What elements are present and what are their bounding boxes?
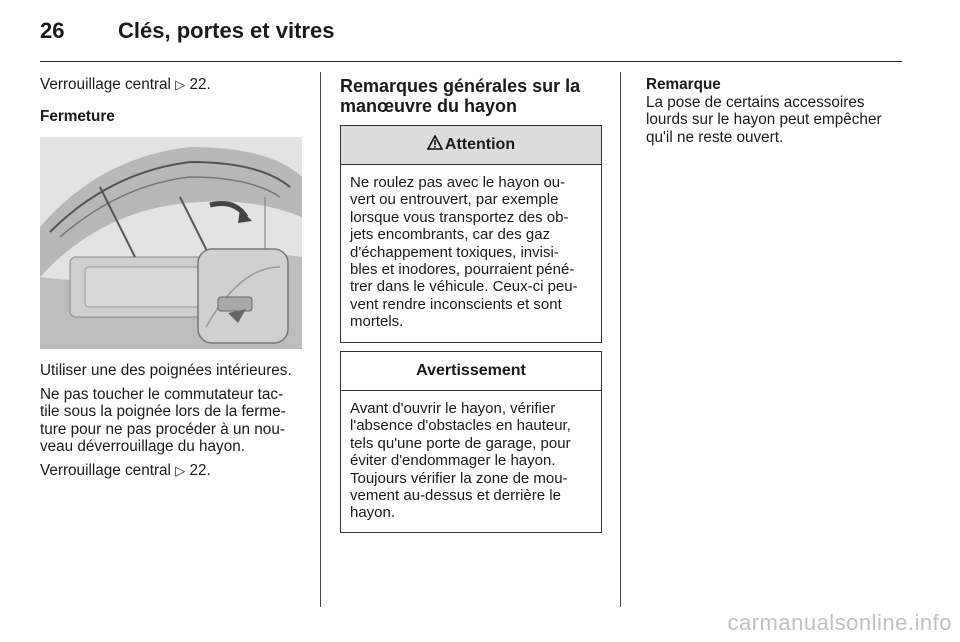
- cross-reference[interactable]: [40, 462, 312, 480]
- reference-label: Verrouillage central: [40, 76, 171, 93]
- avertissement-body: [341, 391, 601, 531]
- text-line: ture pour ne pas procéder à un nou-: [40, 420, 285, 438]
- attention-body: [341, 165, 601, 340]
- reference-label: Verrouillage central: [40, 461, 171, 479]
- watermark: carmanualsonline.info: [727, 610, 952, 635]
- attention-box: [340, 125, 602, 343]
- text-line: vert ou entrouvert, par exemple: [350, 191, 559, 209]
- text-line: mortels.: [350, 313, 404, 331]
- text-line: jets encombrants, car des gaz: [350, 226, 551, 244]
- cross-reference[interactable]: [40, 76, 310, 94]
- page-number: 26: [40, 18, 65, 43]
- column-3: [646, 76, 902, 146]
- remark-title: Remarque: [646, 76, 721, 93]
- column-1-lower: [40, 362, 312, 486]
- text-line: vement au-dessus et derrière le: [350, 487, 561, 505]
- avertissement-box: [340, 351, 602, 533]
- subheading-fermeture: Fermeture: [40, 107, 115, 125]
- text-line: Ne pas toucher le commutateur tac-: [40, 385, 284, 403]
- text-line: l'absence d'obstacles en hauteur,: [350, 417, 571, 435]
- text-line: tels qu'une porte de garage, pour: [350, 434, 571, 452]
- avertissement-header: [341, 352, 601, 391]
- text-line: Toujours vérifier la zone de mou-: [350, 469, 568, 487]
- heading-line: Remarques générales sur la: [340, 76, 581, 96]
- text-line: La pose de certains accessoires: [646, 93, 865, 111]
- text-line: Avant d'ouvrir le hayon, vérifier: [350, 400, 556, 417]
- reference-page: 22.: [189, 76, 211, 93]
- text-line: bles et inodores, pourraient péné-: [350, 261, 575, 279]
- column-divider-1: [320, 72, 321, 607]
- reference-arrow-icon: ▷: [175, 77, 186, 92]
- header-rule: [40, 61, 902, 62]
- column-1: [40, 76, 310, 131]
- warning-triangle-icon: [427, 135, 443, 155]
- heading-line: manœuvre du hayon: [340, 96, 518, 116]
- tailgate-illustration: [40, 137, 302, 349]
- avertissement-title: Avertissement: [416, 362, 526, 379]
- remark-body: [646, 94, 902, 147]
- column-2: [340, 76, 610, 132]
- text-line: Ne roulez pas avec le hayon ou-: [350, 174, 566, 191]
- text-line: lorsque vous transportez des ob-: [350, 208, 569, 226]
- attention-title: Attention: [444, 136, 516, 153]
- text-line: lourds sur le hayon peut empêcher: [646, 111, 882, 129]
- text-line: veau déverrouillage du hayon.: [40, 438, 245, 456]
- text-line: hayon.: [350, 504, 396, 522]
- page-title: Clés, portes et vitres: [118, 18, 335, 43]
- attention-header: [341, 126, 601, 165]
- text-line: vent rendre inconscients et sont: [350, 295, 562, 313]
- text-line: tile sous la poignée lors de la ferme-: [40, 403, 286, 421]
- reference-arrow-icon: ▷: [175, 462, 186, 478]
- text-line: qu'il ne reste ouvert.: [646, 128, 784, 146]
- section-heading: [340, 76, 610, 116]
- text-line: d'échappement toxiques, invisi-: [350, 243, 559, 261]
- page-header: [40, 18, 902, 62]
- paragraph-handle: Utiliser une des poignées intérieures.: [40, 362, 292, 379]
- paragraph-touch-switch: [40, 386, 312, 456]
- reference-page: 22.: [189, 461, 211, 479]
- column-divider-2: [620, 72, 621, 607]
- text-line: éviter d'endommager le hayon.: [350, 452, 556, 470]
- text-line: trer dans le véhicule. Ceux-ci peu-: [350, 278, 578, 296]
